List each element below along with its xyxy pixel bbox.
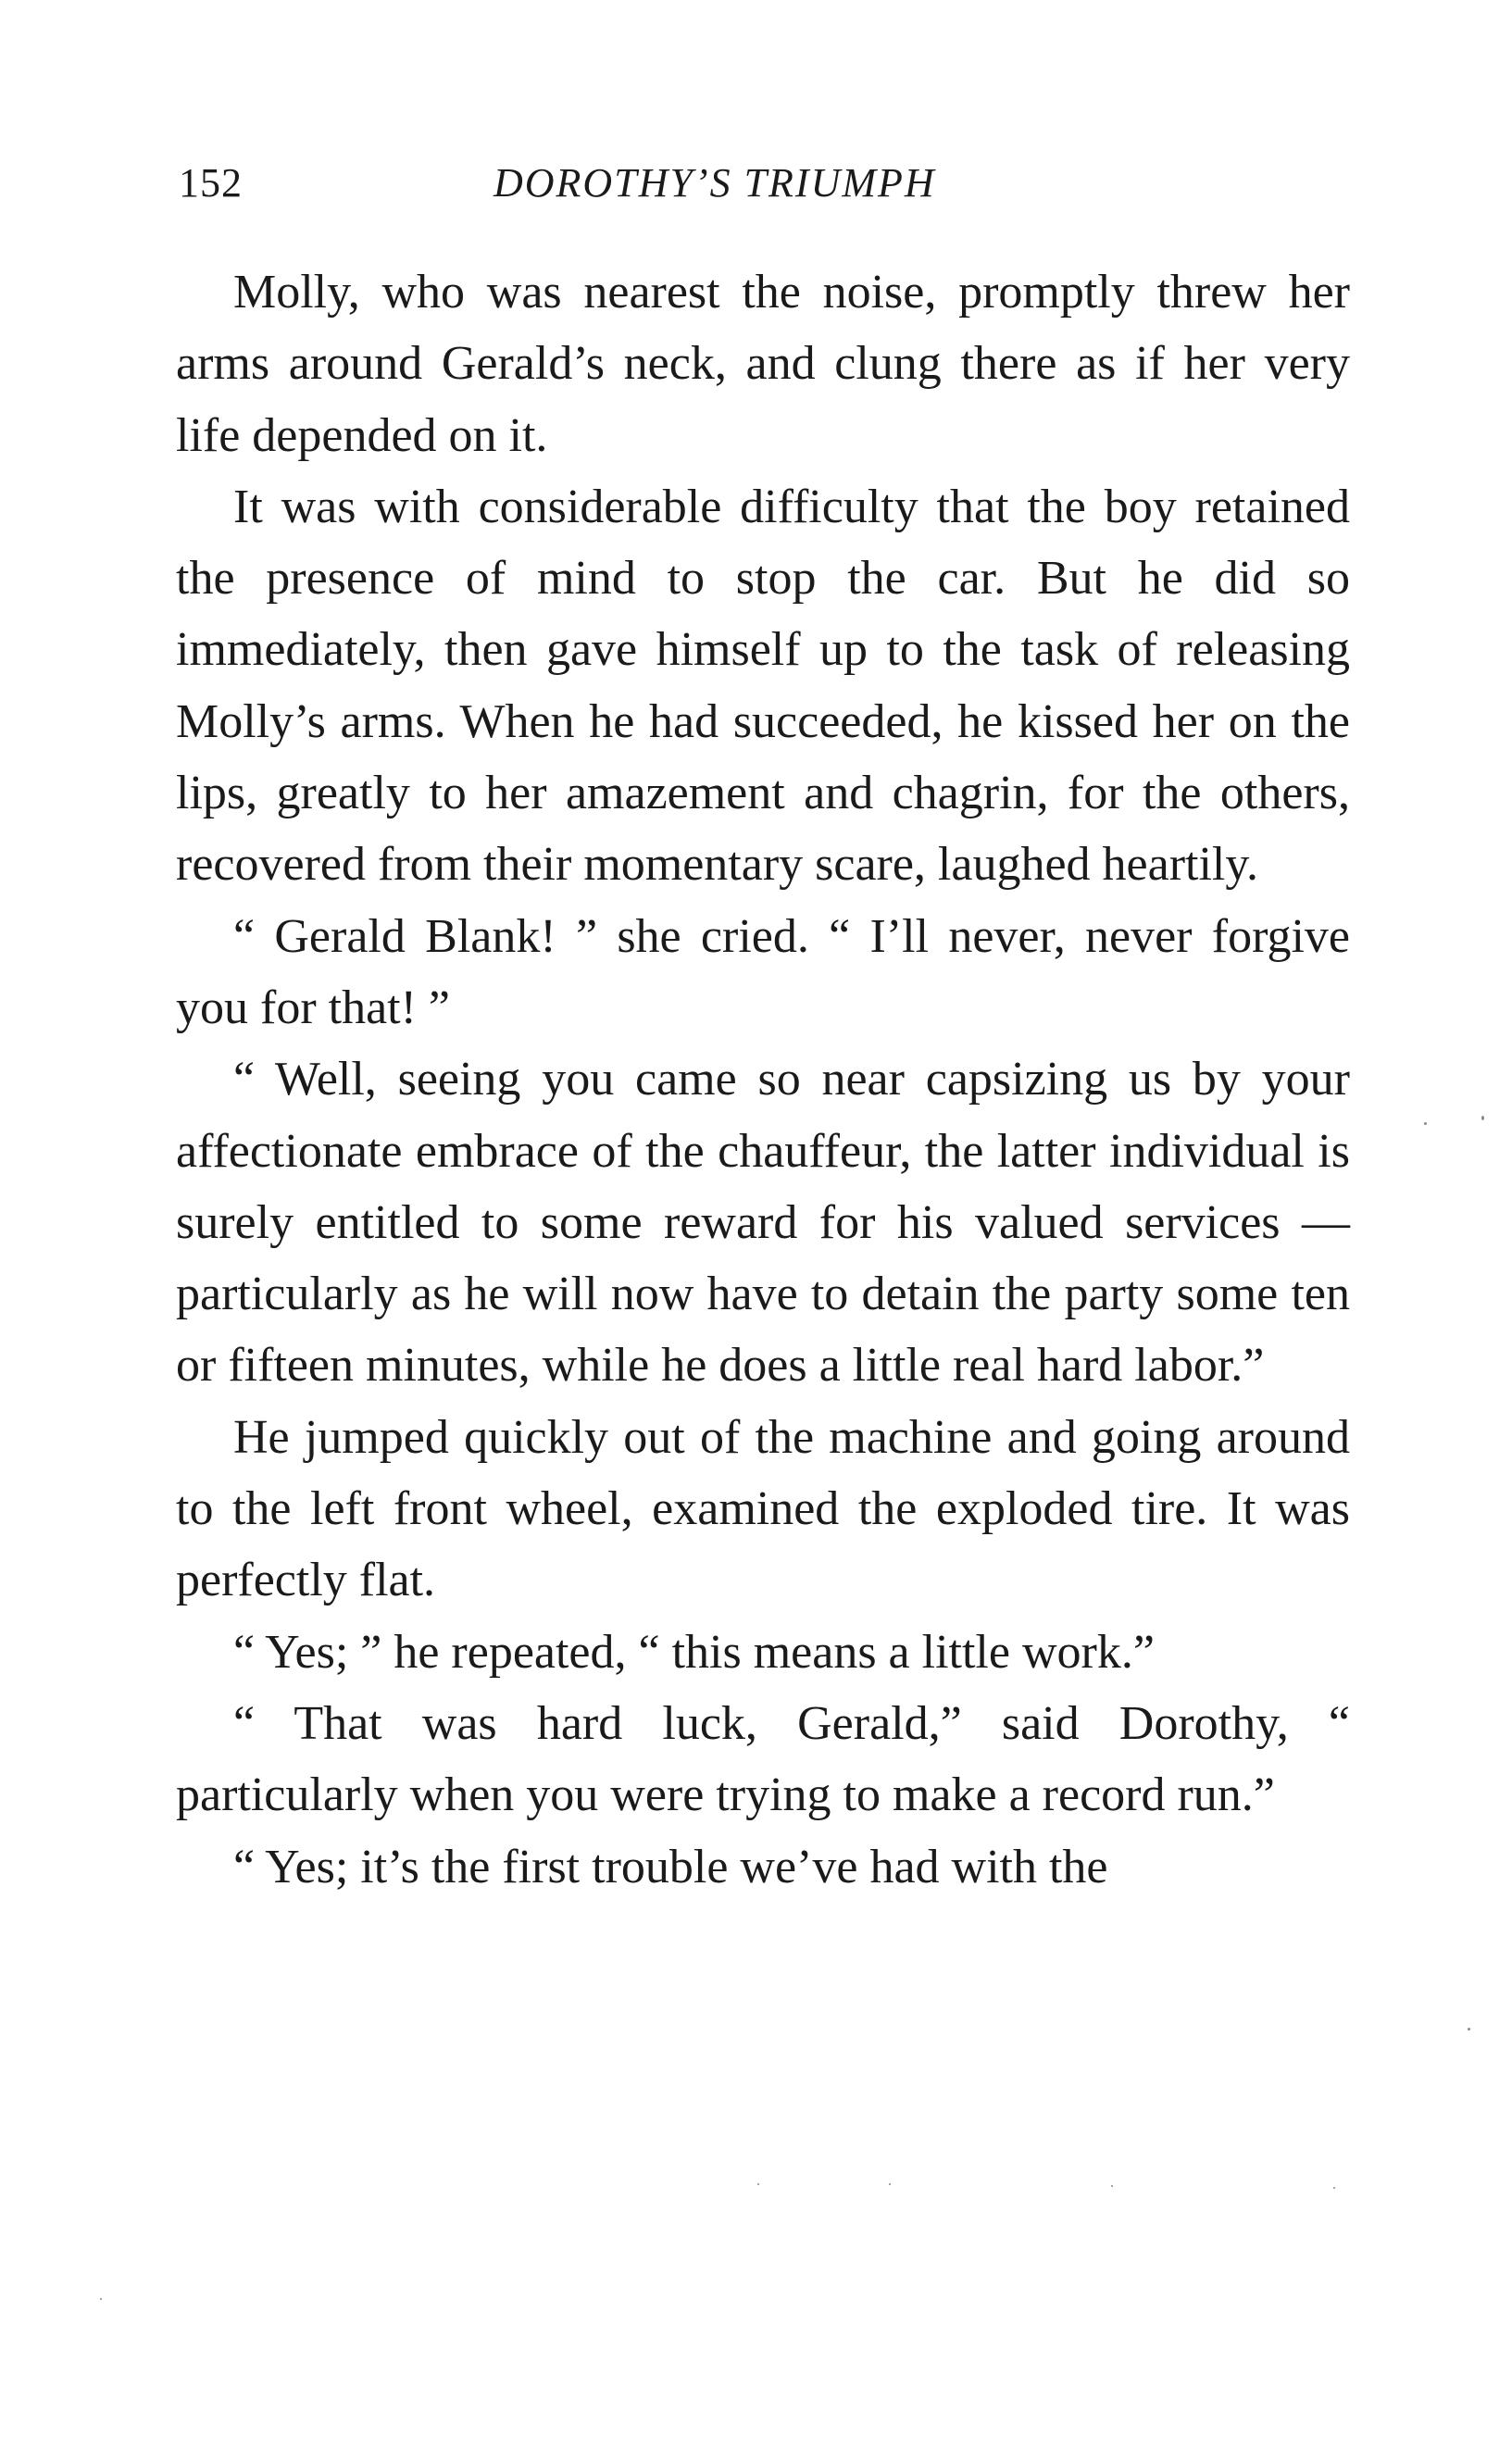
paragraph: Molly, who was nearest the noise, promptly threw her arms around Gerald’s neck, and clung there as if her very life depended on it. <box>176 266 1350 462</box>
running-title: DOROTHY’S TRIUMPH <box>494 160 936 206</box>
body-text <box>176 256 1350 1903</box>
scan-speck <box>889 2183 891 2185</box>
scan-speck <box>1111 2185 1113 2187</box>
paragraph: “ Gerald Blank! ” she cried. “ I’ll never, never forgive you for that! ” <box>176 909 1350 1034</box>
running-head <box>179 156 1350 211</box>
scan-speck <box>1424 1122 1427 1125</box>
scan-speck <box>1481 1116 1484 1120</box>
paragraph: It was with considerable difficulty that the boy retained the presence of mind to stop the car. But he did so immediately, then gave himself up to the task of releasing Molly’s arms. When he had succeeded, he kissed her on the lips, greatly to her amazement and chagrin, for the others, recovered from their momentary scare, laughed heartily. <box>176 480 1350 892</box>
page-number: 152 <box>179 160 243 206</box>
paragraph: “ Well, seeing you came so near capsizing us by your affectionate embrace of the chauffeur, the latter individual is surely entitled to some reward for his valued services — particularly as he will now have to detain the party some ten or fifteen minutes, while he does a little real hard labor.” <box>176 1053 1350 1393</box>
paragraph: “ Yes; it’s the first trouble we’ve had with the <box>233 1840 1108 1893</box>
paragraph: “ That was hard luck, Gerald,” said Dorothy, “ particularly when you were trying to make a record run.” <box>176 1696 1350 1822</box>
scan-speck <box>1468 2028 1470 2030</box>
scan-speck <box>757 2183 759 2185</box>
scan-speck <box>1333 2187 1335 2189</box>
paragraph: “ Yes; ” he repeated, “ this means a little work.” <box>233 1625 1155 1679</box>
scan-speck <box>100 2298 102 2300</box>
paragraph: He jumped quickly out of the machine and going around to the left front wheel, examined the exploded tire. It was perfectly flat. <box>176 1410 1350 1607</box>
